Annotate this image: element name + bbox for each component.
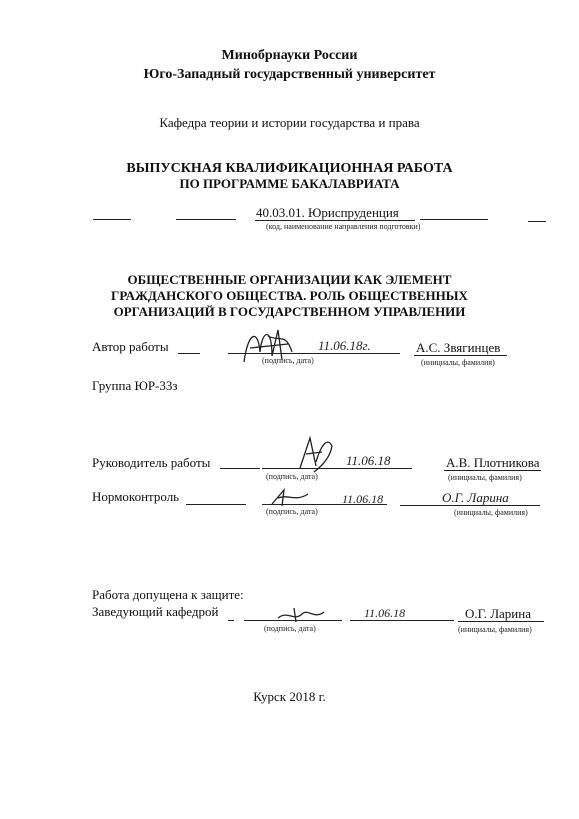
head-of-department-label: Заведующий кафедрой [92, 604, 219, 619]
supervisor-signature [292, 432, 342, 474]
work-title-line2: ПО ПРОГРАММЕ БАКАЛАВРИАТА [179, 176, 400, 191]
normcontrol-name-caption: (инициалы, фамилия) [454, 508, 528, 517]
ministry-name: Минобрнауки России [221, 48, 358, 63]
supervisor-name-caption: (инициалы, фамилия) [448, 473, 522, 482]
direction-code: 40.03.01. Юриспруденция [256, 205, 399, 220]
admission-name-caption: (инициалы, фамилия) [458, 625, 532, 634]
author-name-caption: (инициалы, фамилия) [421, 358, 495, 367]
supervisor-label: Руководитель работы [92, 455, 211, 470]
normcontrol-label: Нормоконтроль [92, 489, 180, 504]
author-label: Автор работы [92, 339, 169, 354]
admission-name: О.Г. Ларина [465, 606, 531, 621]
topic-line2: ГРАЖДАНСКОГО ОБЩЕСТВА. РОЛЬ ОБЩЕСТВЕННЫХ [111, 288, 468, 303]
author-name: А.С. Звягинцев [416, 340, 501, 355]
author-date: 11.06.18г. [318, 338, 371, 353]
normcontrol-date: 11.06.18 [342, 492, 384, 506]
normcontrol-sign-caption: (подпись, дата) [266, 507, 318, 516]
city-year: Курск 2018 г. [253, 689, 326, 704]
work-title-line1: ВЫПУСКНАЯ КВАЛИФИКАЦИОННАЯ РАБОТА [126, 161, 453, 176]
supervisor-date: 11.06.18 [346, 453, 391, 468]
direction-caption: (код, наименование направления подготовки) [266, 222, 421, 231]
topic-line1: ОБЩЕСТВЕННЫЕ ОРГАНИЗАЦИИ КАК ЭЛЕМЕНТ [127, 272, 452, 287]
supervisor-sign-caption: (подпись, дата) [266, 472, 318, 481]
admission-date: 11.06.18 [364, 606, 406, 620]
student-group: Группа ЮР-33з [92, 378, 178, 393]
department-name: Кафедра теории и истории государства и права [159, 115, 420, 130]
admission-sign-caption: (подпись, дата) [264, 624, 316, 633]
admission-signature [274, 604, 328, 626]
university-name: Юго-Западный государственный университет [143, 67, 436, 82]
normcontrol-name: О.Г. Ларина [442, 490, 509, 505]
topic-line3: ОРГАНИЗАЦИЙ В ГОСУДАРСТВЕННОМ УПРАВЛЕНИИ [113, 304, 466, 319]
admission-label: Работа допущена к защите: [92, 587, 244, 602]
author-sign-caption: (подпись, дата) [262, 356, 314, 365]
supervisor-name: А.В. Плотникова [446, 455, 540, 470]
